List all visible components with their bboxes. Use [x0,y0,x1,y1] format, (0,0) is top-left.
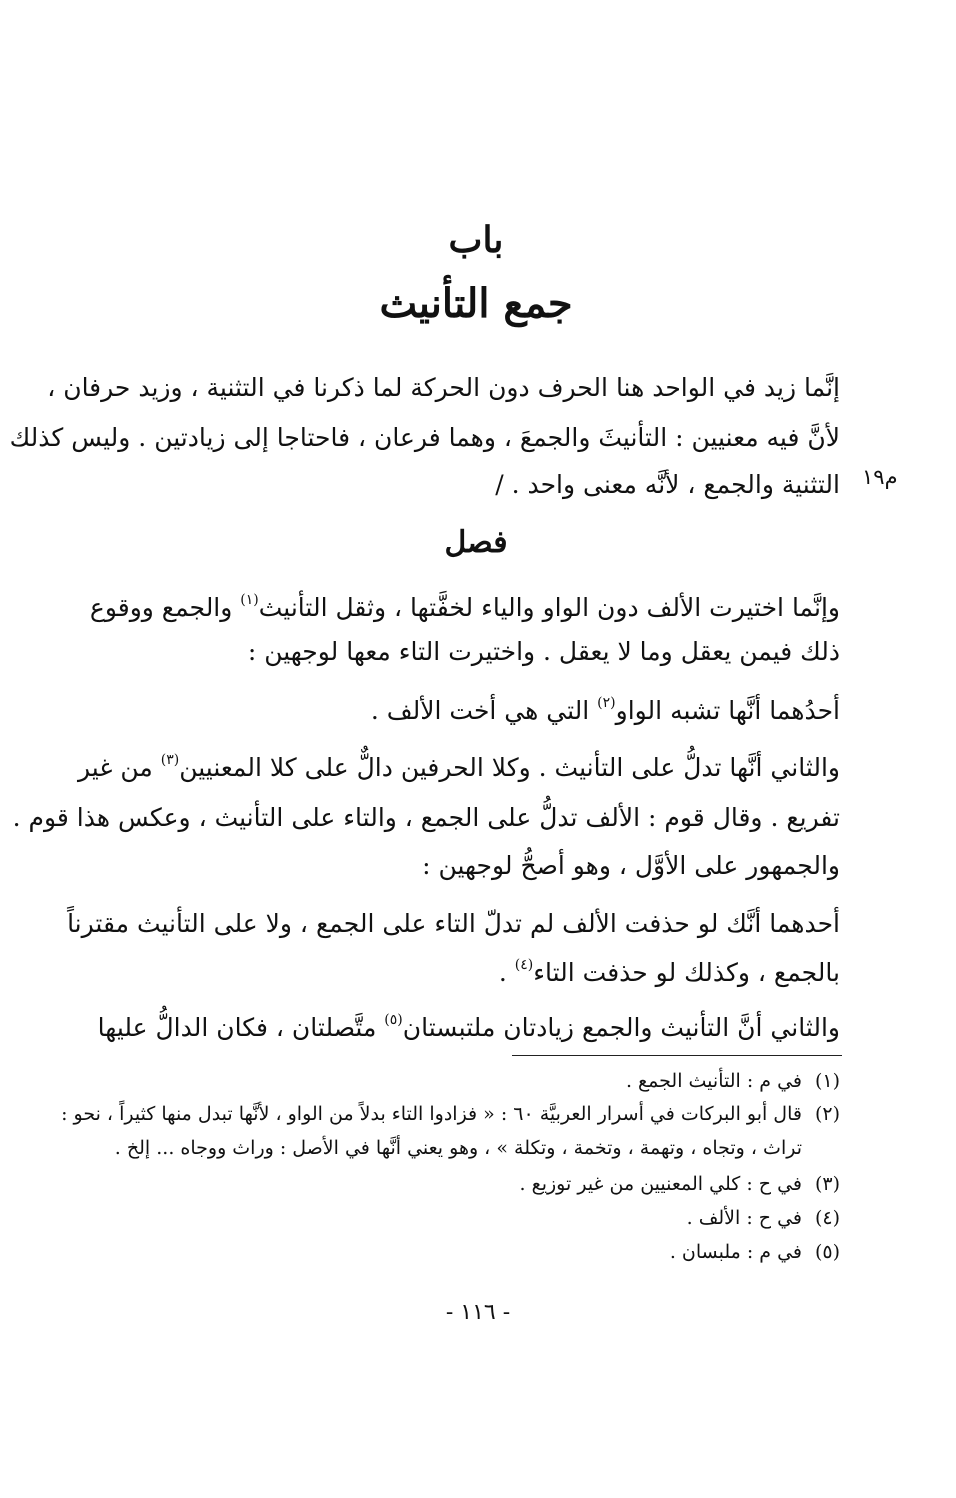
body-line: لأنَّ فيه معنيين : التأنيثَ والجمعَ ، وهما فرعان ، فاحتاجا إلى زيادتين . وليس كذلك [9,423,840,452]
margin-folio-note: م١٩ [862,465,898,489]
section-heading: فصل [444,525,508,560]
footnote-number: (٥) [814,1241,840,1263]
body-line: وإنَّما اختيرت الألف دون الواو والياء لخفَّتها ، وثقل التأنيث$^{(١)}$ والجمع ووقوع [89,592,840,622]
footnote-text: في م : ملبسان . [669,1241,802,1263]
footnote-text: قال أبو البركات في أسرار العربيَّة ٦٠ : « فزادوا التاء بدلاً من الواو ، لأنَّها تبدل منها كثيراً ، نحو : [61,1103,802,1125]
body-line: بالجمع ، وكذلك لو حذفت التاء$^{(٤)}$ . [498,957,840,987]
body-line: إنَّما زيد في الواحد هنا الحرف دون الحركة لما ذكرنا في التثنية ، وزيد حرفان ، [47,373,840,402]
footnote-number: (٣) [814,1173,840,1195]
footnote-number: (٤) [814,1207,840,1229]
footnote-number: (٢) [814,1103,840,1125]
footnote-ref: (٥) [384,1012,403,1028]
footnote-text: في ح : كلي المعنيين من غير توزيع . [519,1173,802,1195]
body-line: التثنية والجمع ، لأنَّه معنى واحد . / [495,470,840,499]
body-line: والثاني أنَّها تدلُّ على التأنيث . وكلا الحرفين دالٌّ على كلا المعنيين$^{(٣)}$ من غير [78,752,840,782]
footnote-ref: (٢) [597,695,616,711]
body-line: تفريع . وقال قوم : الألف تدلُّ على الجمع ، والتاء على التأنيث ، وعكس هذا قوم . [12,803,840,832]
body-line: أحدُهما أنَّها تشبه الواو$^{(٢)}$ التي هي أخت الألف . [370,695,840,725]
body-line: أحدهما أنَّك لو حذفت الألف لم تدلّ التاء على الجمع ، ولا على التأنيث مقترناً [67,909,840,938]
footnote-separator [512,1055,842,1056]
footnote-ref: (٤) [514,957,534,973]
chapter-label: باب [448,219,504,261]
footnote-number: (١) [814,1070,840,1092]
footnote-text: في ح : الألف . [686,1207,802,1229]
chapter-title: جمع التأنيث [379,280,573,327]
page-number: - ١١٦ - [445,1300,511,1325]
body-line: والثاني أنَّ التأنيث والجمع زيادتان ملتبستان$^{(٥)}$ متَّصلتان ، فكان الدالُّ عليها [97,1012,840,1042]
body-line: والجمهور على الأوَّل ، وهو أصحُّ لوجهين : [422,851,840,880]
footnote-ref: (١) [240,592,259,608]
body-line: ذلك فيمن يعقل وما لا يعقل . واختيرت التاء معها لوجهين : [247,637,840,666]
footnote-ref: (٣) [160,752,180,768]
footnote-text: تراث ، وتجاه ، وتهمة ، وتخمة ، وتكلة » ، وهو يعني أنَّها في الأصل : وراث ووجاه ... إلخ . [114,1137,802,1159]
footnote-text: في م : التأنيث الجمع . [625,1070,802,1092]
